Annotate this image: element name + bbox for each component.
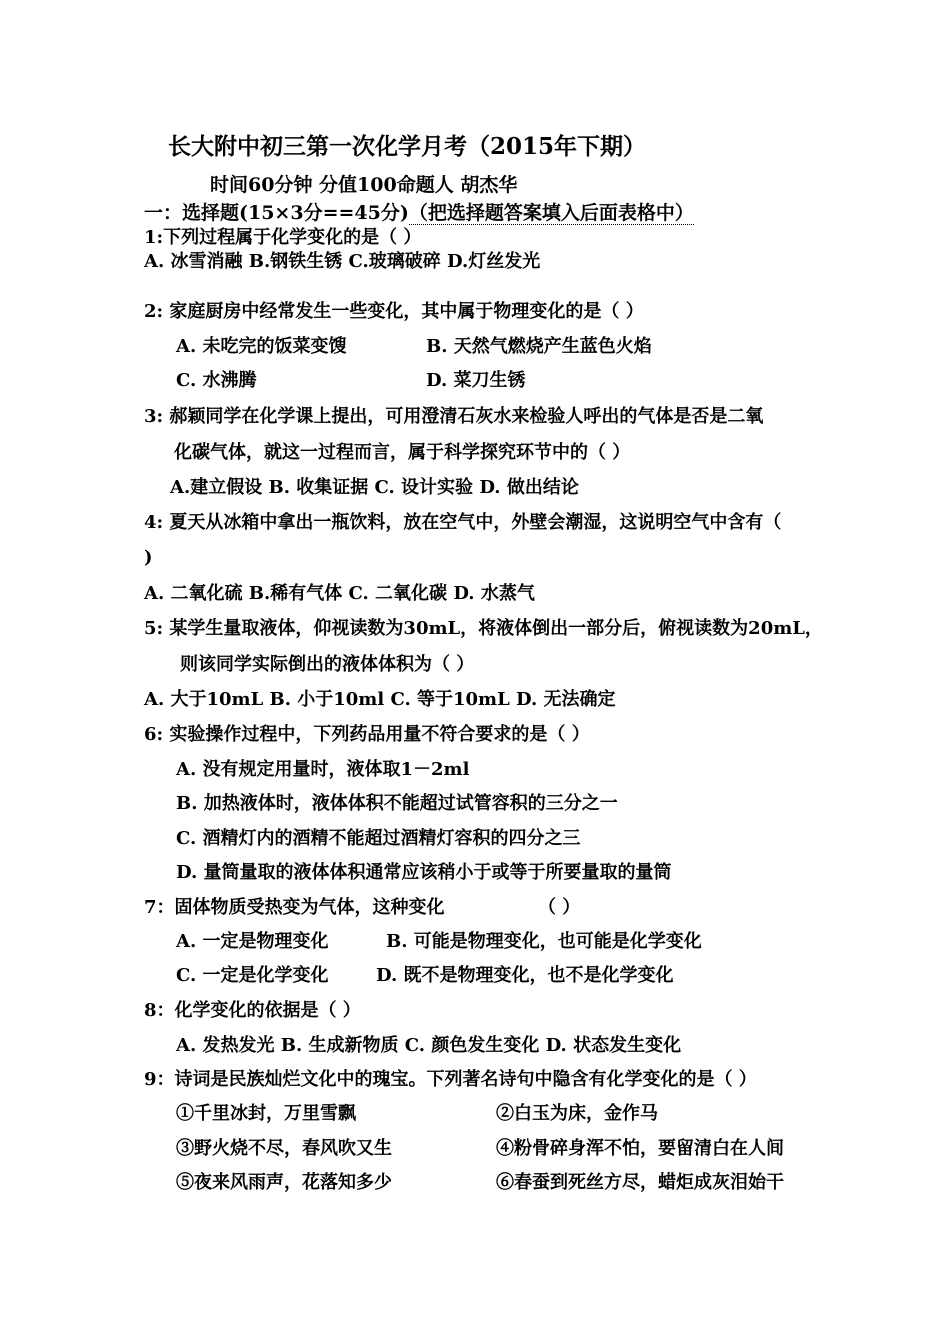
question-8-stem: 8：化学变化的依据是（ ） [144, 1000, 361, 1021]
section-heading-main: 一：选择题(15×3分==45分) [144, 202, 409, 224]
question-9-option-5: ⑤夜来风雨声，花落知多少 [176, 1172, 392, 1193]
question-5-options: A. 大于10mL B. 小于10ml C. 等于10mL D. 无法确定 [144, 689, 616, 710]
exam-info: 时间60分钟 分值100命题人 胡杰华 [210, 174, 518, 196]
page-title: 长大附中初三第一次化学月考（2015年下期） [168, 133, 647, 160]
question-8-options: A. 发热发光 B. 生成新物质 C. 颜色发生变化 D. 状态发生变化 [176, 1035, 682, 1056]
question-9-option-3: ③野火烧不尽，春风吹又生 [176, 1138, 392, 1159]
question-4-options: A. 二氧化硫 B.稀有气体 C. 二氧化碳 D. 水蒸气 [144, 583, 535, 604]
question-4-stem-cont: ) [144, 547, 153, 568]
question-7-answer-paren: （ ） [538, 897, 581, 918]
question-2-option-a: A. 未吃完的饭菜变馊 [176, 336, 347, 357]
question-3-options: A.建立假设 B. 收集证据 C. 设计实验 D. 做出结论 [170, 477, 579, 498]
question-9-option-2: ②白玉为床，金作马 [496, 1103, 658, 1124]
question-1-stem: 1:下列过程属于化学变化的是（ ） [144, 227, 422, 248]
question-2-option-d: D. 菜刀生锈 [426, 370, 526, 391]
question-6-option-c: C. 酒精灯内的酒精不能超过酒精灯容积的四分之三 [176, 828, 581, 849]
question-9-stem: 9：诗词是民族灿烂文化中的瑰宝。下列著名诗句中隐含有化学变化的是（ ） [144, 1069, 757, 1090]
question-3-stem: 3: 郝颖同学在化学课上提出，可用澄清石灰水来检验人呼出的气体是否是二氧 [144, 406, 764, 427]
question-7-stem: 7：固体物质受热变为气体，这种变化 [144, 897, 445, 918]
question-5-stem-cont: 则该同学实际倒出的液体体积为（ ） [180, 654, 475, 675]
section-heading-note: （把选择题答案填入后面表格中） [408, 202, 694, 224]
question-6-option-d: D. 量筒量取的液体体积通常应该稍小于或等于所要量取的量筒 [176, 862, 672, 883]
question-9-option-1: ①千里冰封，万里雪飘 [176, 1103, 356, 1124]
section-heading [144, 200, 694, 226]
question-6-stem: 6: 实验操作过程中，下列药品用量不符合要求的是（ ） [144, 724, 590, 745]
question-2-option-c: C. 水沸腾 [176, 370, 257, 391]
question-4-stem: 4: 夏天从冰箱中拿出一瓶饮料，放在空气中，外壁会潮湿，这说明空气中含有（ [144, 512, 782, 533]
question-7-option-b: B. 可能是物理变化，也可能是化学变化 [386, 931, 702, 952]
question-9-option-4: ④粉骨碎身浑不怕，要留清白在人间 [496, 1138, 784, 1159]
question-7-option-a: A. 一定是物理变化 [176, 931, 329, 952]
question-7-option-c: C. 一定是化学变化 [176, 965, 329, 986]
question-2-stem: 2: 家庭厨房中经常发生一些变化，其中属于物理变化的是（ ） [144, 301, 644, 322]
question-1-options: A. 冰雪消融 B.钢铁生锈 C.玻璃破碎 D.灯丝发光 [144, 251, 541, 272]
question-3-stem-cont: 化碳气体，就这一过程而言，属于科学探究环节中的（ ） [174, 442, 631, 463]
question-2-option-b: B. 天然气燃烧产生蓝色火焰 [426, 336, 652, 357]
question-5-stem: 5: 某学生量取液体，仰视读数为30mL，将液体倒出一部分后，俯视读数为20mL， [144, 618, 823, 639]
question-7-option-d: D. 既不是物理变化，也不是化学变化 [376, 965, 674, 986]
question-9-option-6: ⑥春蚕到死丝方尽，蜡炬成灰泪始干 [496, 1172, 784, 1193]
question-6-option-b: B. 加热液体时，液体体积不能超过试管容积的三分之一 [176, 793, 618, 814]
question-6-option-a: A. 没有规定用量时，液体取1－2ml [176, 759, 470, 780]
